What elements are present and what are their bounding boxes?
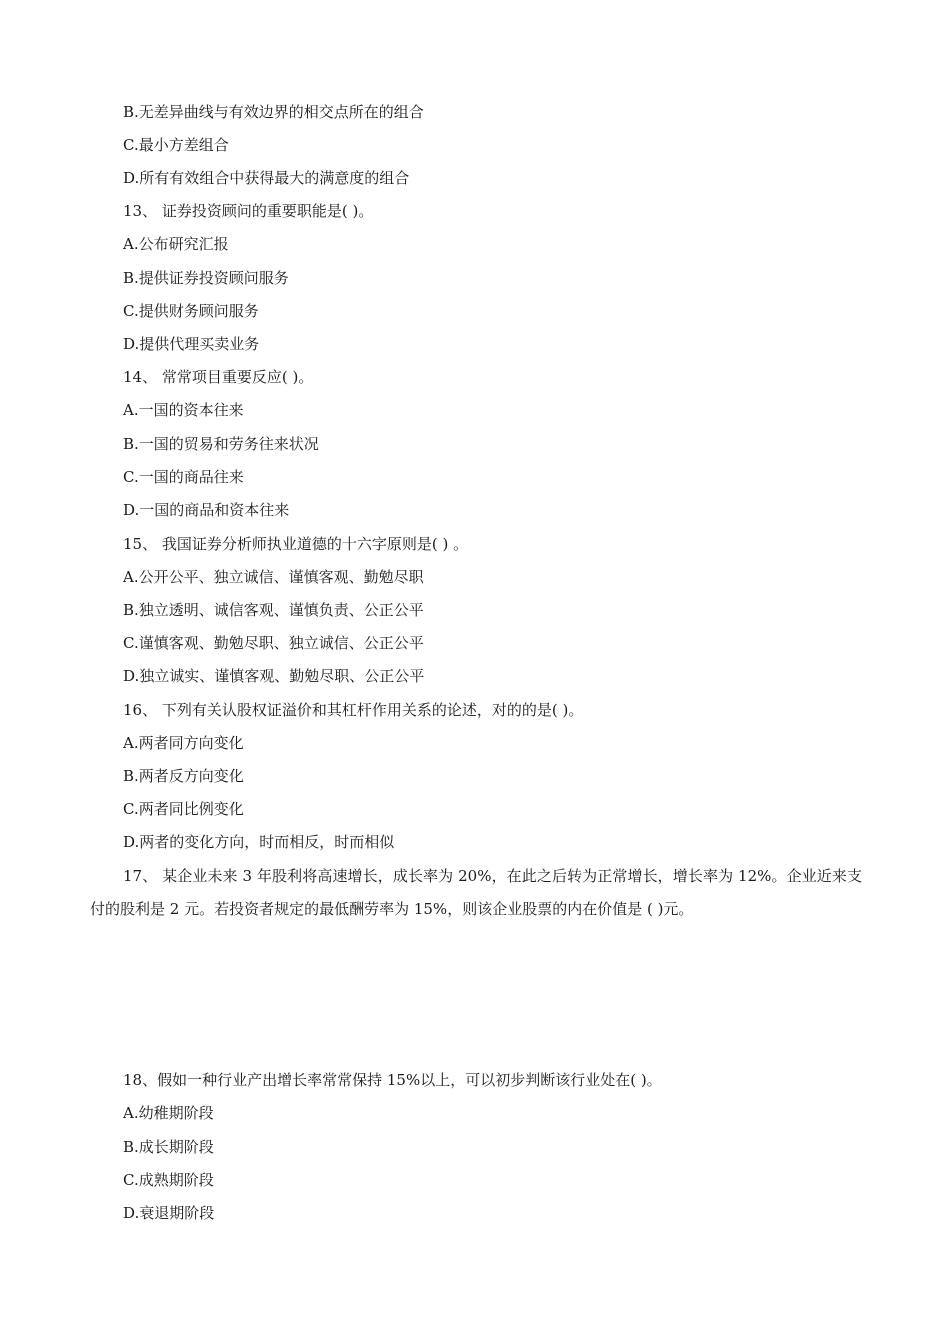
option-a-q13: A.公布研究汇报 bbox=[123, 235, 229, 253]
option-c-q14: C.一国的商品往来 bbox=[123, 468, 244, 486]
option-d-q13: D.提供代理买卖业务 bbox=[123, 335, 260, 353]
option-b-q13: B.提供证券投资顾问服务 bbox=[123, 269, 289, 287]
option-c-q15: C.谨慎客观、勤勉尽职、独立诚信、公正公平 bbox=[123, 634, 424, 652]
option-a-q18: A.幼稚期阶段 bbox=[123, 1104, 214, 1122]
option-c-q13: C.提供财务顾问服务 bbox=[123, 302, 259, 320]
option-b-q12: B.无差异曲线与有效边界的相交点所在的组合 bbox=[123, 103, 424, 121]
question-14: 14、 常常项目重要反应( )。 bbox=[123, 368, 314, 386]
option-c-q16: C.两者同比例变化 bbox=[123, 800, 244, 818]
option-b-q15: B.独立透明、诚信客观、谨慎负责、公正公平 bbox=[123, 601, 424, 619]
option-c-q18: C.成熟期阶段 bbox=[123, 1171, 214, 1189]
option-d-q12: D.所有有效组合中获得最大的满意度的组合 bbox=[123, 169, 410, 187]
option-c-q12: C.最小方差组合 bbox=[123, 136, 229, 154]
option-a-q15: A.公开公平、独立诚信、谨慎客观、勤勉尽职 bbox=[123, 568, 424, 586]
question-17: 17、 某企业未来 3 年股利将高速增长，成长率为 20%，在此之后转为正常增长，增长率为 12%。企业近来支付的股利是 2 元。若投资者规定的最低酬劳率为 15%，则该企业股票的内在价值是 ( )元。 bbox=[90, 867, 862, 918]
question-15: 15、 我国证券分析师执业道德的十六字原则是( ) 。 bbox=[123, 535, 469, 553]
option-a-q16: A.两者同方向变化 bbox=[123, 734, 244, 752]
question-13: 13、 证券投资顾问的重要职能是( )。 bbox=[123, 202, 374, 220]
option-d-q18: D.衰退期阶段 bbox=[123, 1204, 215, 1222]
option-d-q15: D.独立诚实、谨慎客观、勤勉尽职、公正公平 bbox=[123, 667, 425, 685]
option-b-q14: B.一国的贸易和劳务往来状况 bbox=[123, 435, 319, 453]
option-d-q16: D.两者的变化方向，时而相反，时而相似 bbox=[123, 833, 395, 851]
question-16: 16、 下列有关认股权证溢价和其杠杆作用关系的论述，对的的是( )。 bbox=[123, 701, 584, 719]
option-b-q16: B.两者反方向变化 bbox=[123, 767, 244, 785]
option-a-q14: A.一国的资本往来 bbox=[123, 401, 244, 419]
question-18: 18、假如一种行业产出增长率常常保持 15%以上，可以初步判断该行业处在( )。 bbox=[123, 1071, 662, 1089]
option-b-q18: B.成长期阶段 bbox=[123, 1138, 214, 1156]
option-d-q14: D.一国的商品和资本往来 bbox=[123, 501, 290, 519]
